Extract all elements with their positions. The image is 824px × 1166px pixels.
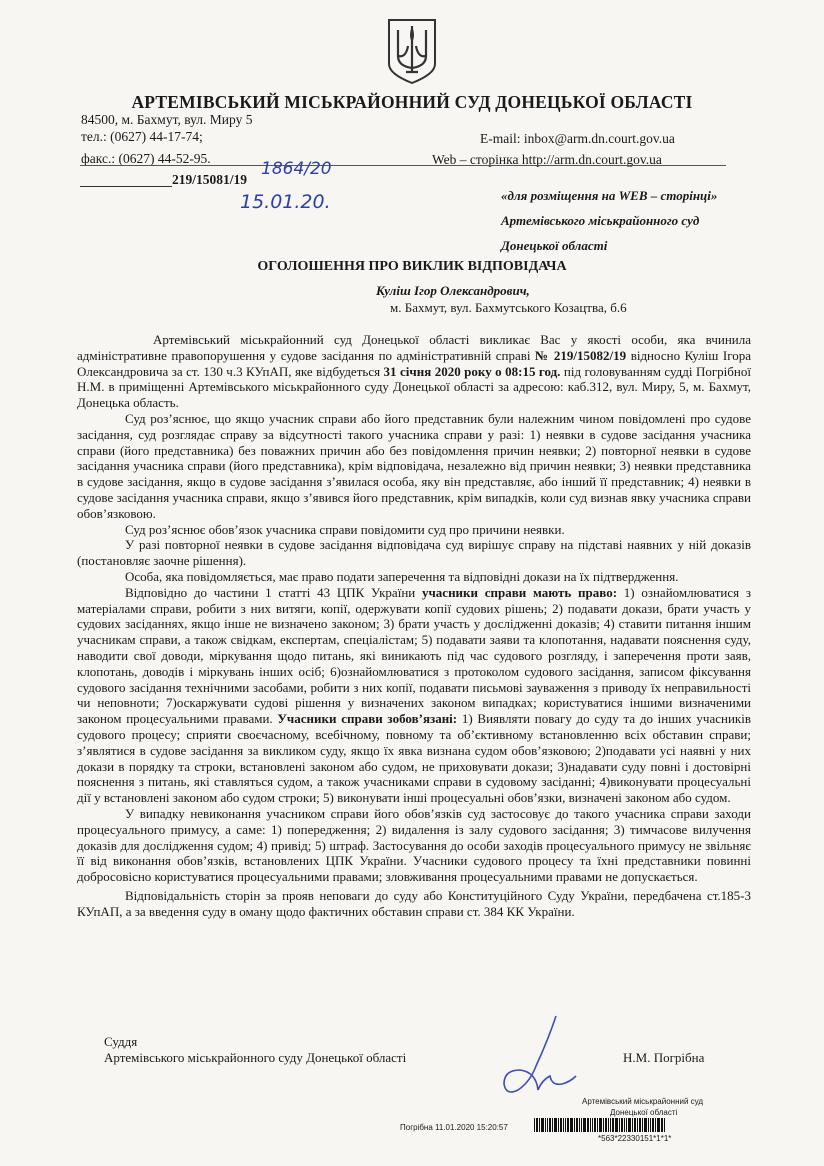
court-address: 84500, м. Бахмут, вул. Миру 5 [81,112,253,127]
duties-text: 1) Виявляти повагу до суду та до інших учасників судового процесу; сприяти своєчасному, всебічному, повному та об’єктивному встановленню всіх обставин справи; з’являтися в судове засідання за викликом суду, якщо їх явка визнана судом обов’язковою; 2)подавати усі наявні у них докази в порядку та строки, встановлені законом або судом, не приховувати докази; 3)надавати суду повні і достовірні пояснення з питань, які ставляться судом, а також учасниками справи в судовому засіданні; 4)виконувати процесуальні дії у встановлені законом або судом строки; 5) виконувати інші процесуальні обов’язки, визначені законом або судом. [77,711,751,806]
paragraph-liability: Відповідальність сторін за прояв неповаги до суду або Конституційного Суду України, передбачена ст.185-3 КУпАП, а за введення суду в оману щодо фактичних обставин справи ст. 384 КК України. [77,887,751,919]
signature-judge-name: Н.М. Погрібна [623,1050,705,1065]
defendant-address: м. Бахмут, вул. Бахмутського Козацтва, б.6 [390,300,627,315]
summons-date: 31 січня 2020 року о 08:15 год. [383,363,561,379]
handwritten-date: 15.01.20. [240,191,331,213]
reference-line [80,186,172,187]
notice-body [77,332,751,919]
header-divider [80,165,726,166]
handwritten-number: 1864/20 [261,159,332,179]
court-title: АРТЕМІВСЬКИЙ МІСЬКРАЙОННИЙ СУД ДОНЕЦЬКОЇ ОБЛАСТІ [131,92,693,112]
paragraph-duty-notify: Суд роз’яснює обов’язок учасника справи повідомити суд про причини неявки. [125,521,565,537]
rights-heading: учасники справи мають право: [421,584,618,600]
recipient-line2: Артемівського міськрайонного суд [501,213,700,228]
court-web: Web – сторінка http://arm.dn.court.gov.ua [432,152,662,167]
signed-by-line: Погрібна 11.01.2020 15:20:57 [400,1123,508,1132]
summons-text-3: під головуванням судді Погрібної Н.М. в приміщенні Артемівського міськрайонного суду Донецької області за адресою: каб.312, вул. Миру, 5, м. Бахмут, Донецька область. [77,363,751,411]
paragraph-absence: Суд роз’яснює, що якщо учасник справи або його представник були належним чином повідомлені про судове засідання, суд розглядає справу за відсутності такого учасника справи у разі: 1) неявки в судове засідання учасника справи (його представника) без поважних причин або без повідомлення причин неявки; 2) повторної неявки в судове засідання учасника справи (його представника), крім відповідача, незалежно від причин неявки; 3) неявки представника в судове засідання, якщо в судове засідання з’явилася особа, яку він представляє, або інший її представник; 4) неявки в судове засідання учасника справи, якщо з’явився його представник, крім випадків, коли суд визнав явку учасника справи обов’язковою. [77,410,751,521]
stamp-line1: Артемівський міськрайонний суд [582,1097,704,1106]
notice-title: ОГОЛОШЕННЯ ПРО ВИКЛИК ВІДПОВІДАЧА [257,259,567,274]
barcode-text: *563*22330151*1*1* [598,1134,672,1143]
barcode [534,1118,724,1132]
signature-court: Артемівського міськрайонного суду Донецької області [104,1050,407,1065]
rights-intro: Відповідно до частини 1 статті 43 ЦПК України [125,584,422,600]
stamp-line2: Донецької області [610,1108,678,1117]
paragraph-objection: Особа, яка повідомляється, має право подати заперечення та відповідні докази на їх підтвердження. [125,568,679,584]
recipient-line3: Донецької області [501,238,608,253]
court-fax: факс.: (0627) 44-52-95. [81,151,211,166]
case-number: 219/15081/19 [172,172,248,187]
paragraph-coercion: У випадку невиконання учасником справи його обов’язків суд застосовує до такого учасника справи заходи процесуального примусу, а саме: 1) попередження; 2) видалення із залу судового засідання; 3) тимчасове вилучення доказів для дослідження судом; 4) привід; 5) штраф. Застосування до особи заходів процесуального примусу не звільняє її від виконання обов’язків, встановлених ЦПК України. Учасники судового процесу та їхні представники повинні добросовісно користуватися процесуальними правами; зловживання процесуальними правами не допускається. [77,805,751,885]
summons-text: Артемівський міськрайонний суд Донецької області викликає Вас у якості особи, яка вчинила адміністративне правопорушення у судове засідання по адміністративній справі [77,332,751,363]
court-phone: тел.: (0627) 44-17-74; [81,129,203,144]
paragraph-summons [77,332,751,411]
paragraph-rights [77,585,751,806]
trident-emblem-icon [386,16,438,86]
paragraph-repeat-absence: У разі повторної неявки в судове засідання відповідача суд вирішує справу на підставі наявних у ній доказів (постановляє заочне рішення). [77,537,751,569]
summons-text-2: відносно Куліш Ігора Олександровича за ст. 130 ч.3 КУпАП, яке відбудеться [77,347,751,379]
rights-text: 1) ознайомлюватися з матеріалами справи, робити з них витяги, копії, одержувати копії судових рішень; 2) подавати докази, брати участь у судових засіданнях, якщо інше не визначено законом; 3) брати участь у дослідженні доказів; 4) ставити питання іншим учасникам справи, а також свідкам, експертам, спеціалістам; 5) подавати заяви та клопотання, надавати пояснення суду, наводити свої доводи, міркування щодо питань, які виникають під час судового розгляду, і заперечення проти заяв, клопотань, доводів і міркувань інших осіб; 6)ознайомлюватися з протоколом судового засідання, записом фіксування судового засідання технічними засобами, робити з них копії, подавати письмові зауваження з приводу їх неправильності чи неповноти; 7)оскаржувати судові рішення у визначених законом випадках; користуватися іншими визначеними законом процесуальними правами. [77,584,751,727]
signature-role: Суддя [104,1034,138,1049]
defendant-name: Куліш Ігор Олександрович, [376,283,530,298]
court-email: E-mail: inbox@arm.dn.court.gov.ua [480,131,675,146]
handwritten-signature [496,1010,586,1100]
recipient-line1: «для розміщення на WEB – сторінці» [501,188,718,203]
summons-case-number: № 219/15082/19 [535,347,627,363]
duties-heading: Учасники справи зобов’язані: [277,711,458,727]
